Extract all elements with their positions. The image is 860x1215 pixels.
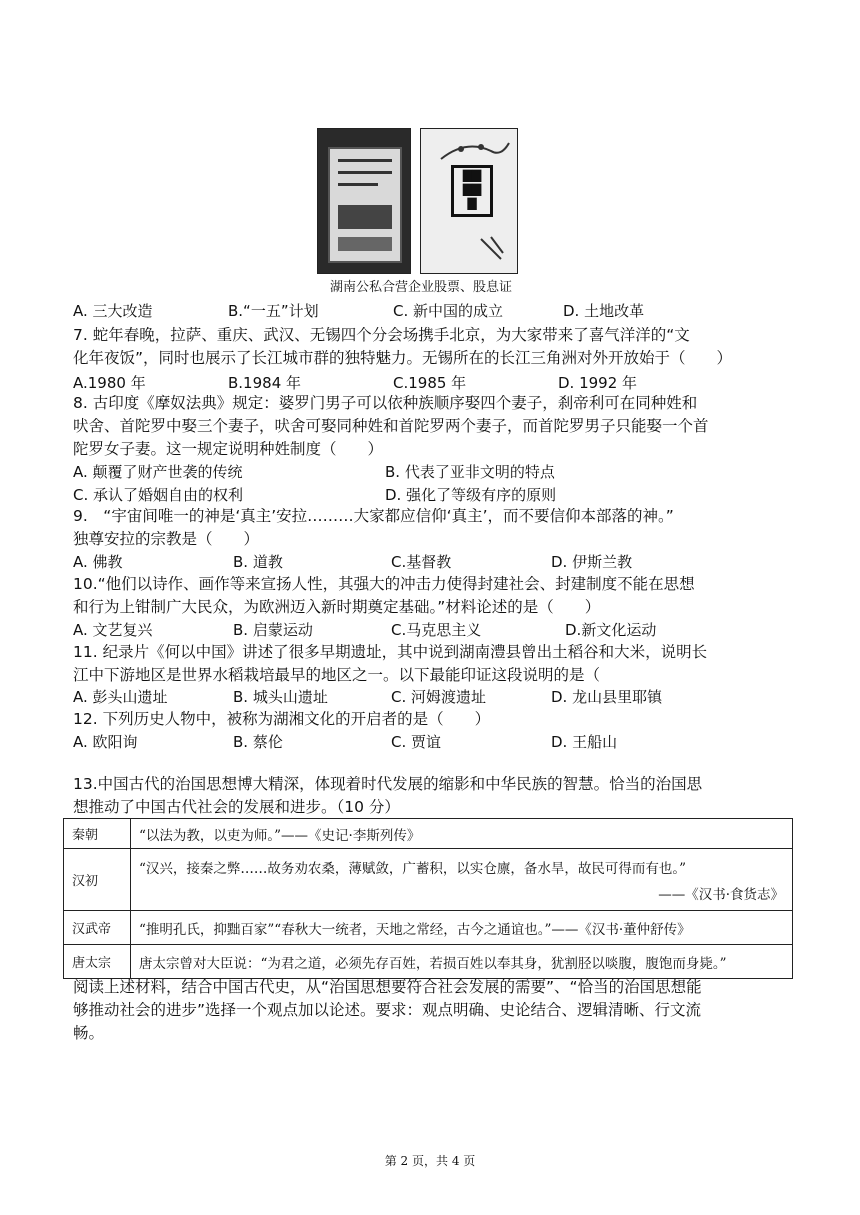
q12-option-b[interactable]: B. 蔡伦 [233, 733, 283, 751]
q10-option-a[interactable]: A. 文艺复兴 [73, 621, 153, 639]
material-cell: “以法为教，以吏为师。”——《史记·李斯列传》 [131, 819, 793, 849]
material-text: “汉兴，接秦之弊……故务劝农桑，薄赋敛，广蓄积，以实仓廪，备水旱，故民可得而有也。” [139, 860, 687, 877]
q7-option-c[interactable]: C.1985 年 [393, 374, 467, 392]
q9-line2: 独尊安拉的宗教是（ ） [73, 530, 260, 548]
q10-options [73, 619, 793, 641]
q10-option-c[interactable]: C.马克思主义 [391, 621, 482, 639]
era-cell: 唐太宗 [64, 945, 131, 979]
q8-option-c[interactable]: C. 承认了婚姻自由的权利 [73, 486, 244, 504]
era-cell: 汉武帝 [64, 911, 131, 945]
q12-line1: 12. 下列历史人物中，被称为湖湘文化的开启者的是（ ） [73, 710, 491, 728]
q10-option-b[interactable]: B. 启蒙运动 [233, 621, 313, 639]
table-row [64, 911, 793, 945]
q13-req-line3: 畅。 [73, 1024, 105, 1042]
page-footer: 第 2 页，共 4 页 [384, 1154, 476, 1168]
q11-option-d[interactable]: D. 龙山县里耶镇 [551, 688, 663, 706]
q6-option-c[interactable]: C. 新中国的成立 [393, 302, 504, 320]
q10-line1: 10.“他们以诗作、画作等来宣扬人性，其强大的冲击力使得封建社会、封建制度不能在思想 [73, 575, 695, 593]
q7-line1: 7. 蛇年春晚，拉萨、重庆、武汉、无锡四个分会场携手北京，为大家带来了喜气洋洋的“文 [73, 326, 690, 344]
q6-option-d[interactable]: D. 土地改革 [563, 302, 645, 320]
q9-option-a[interactable]: A. 佛教 [73, 553, 123, 571]
q11-line1: 11. 纪录片《何以中国》讲述了很多早期遗址，其中说到湖南澧县曾出土稻谷和大米，说明长 [73, 643, 708, 661]
q8-line3: 陀罗女子妻。这一规定说明种姓制度（ ） [73, 440, 384, 458]
q13-req-line1: 阅读上述材料，结合中国古代史，从“治国思想要符合社会发展的需要”、“恰当的治国思想能 [73, 978, 702, 996]
q13-material-table [63, 818, 793, 979]
q7-option-d[interactable]: D. 1992 年 [558, 374, 638, 392]
table-row [64, 945, 793, 979]
q7-option-b[interactable]: B.1984 年 [228, 374, 302, 392]
q11-option-c[interactable]: C. 河姆渡遗址 [391, 688, 487, 706]
q11-option-a[interactable]: A. 彭头山遗址 [73, 688, 168, 706]
q8-line2: 吠舍、首陀罗中娶三个妻子，吠舍可娶同种姓和首陀罗两个妻子，而首陀罗男子只能娶一个首 [73, 417, 709, 435]
q8-options-row1 [73, 461, 793, 483]
q11-options [73, 686, 793, 708]
q12-option-d[interactable]: D. 王船山 [551, 733, 618, 751]
q13-line1: 13.中国古代的治国思想博大精深，体现着时代发展的缩影和中华民族的智慧。恰当的治国思 [73, 775, 703, 793]
table-row [64, 849, 793, 911]
q8-option-a[interactable]: A. 颠覆了财产世袭的传统 [73, 463, 243, 481]
q13-req-line2: 够推动社会的进步”选择一个观点加以论述。要求：观点明确、史论结合、逻辑清晰、行文流 [73, 1001, 702, 1019]
q9-options [73, 551, 793, 573]
table-row [64, 819, 793, 849]
q6-options [73, 300, 793, 322]
q11-option-b[interactable]: B. 城头山遗址 [233, 688, 328, 706]
q12-option-c[interactable]: C. 贾谊 [391, 733, 442, 751]
figure-caption: 湖南公私合营企业股票、股息证 [329, 280, 512, 295]
q7-line2: 化年夜饭”，同时也展示了长江城市群的独特魅力。无锡所在的长江三角洲对外开放始于（ ） [73, 349, 733, 367]
q8-line1: 8. 古印度《摩奴法典》规定：婆罗门男子可以依种族顺序娶四个妻子，刹帝利可在同种姓和 [73, 394, 698, 412]
era-cell: 汉初 [64, 849, 131, 911]
stock-certificate-photo [317, 128, 411, 274]
q9-option-b[interactable]: B. 道教 [233, 553, 283, 571]
certificate-title-mark: ▇▇ ▇▇ ▇ [451, 165, 493, 217]
q8-option-d[interactable]: D. 强化了等级有序的原则 [385, 486, 557, 504]
q7-option-a[interactable]: A.1980 年 [73, 374, 146, 392]
q9-option-c[interactable]: C.基督教 [391, 553, 452, 571]
material-cell: 唐太宗曾对大臣说：“为君之道，必须先存百姓，若损百姓以奉其身，犹割胫以啖腹，腹饱而身毙。” [131, 945, 793, 979]
q12-options [73, 731, 793, 753]
stock-certificate-inner [328, 147, 402, 263]
q11-line2: 江中下游地区是世界水稻栽培最早的地区之一。以下最能印证这段说明的是（ [73, 666, 601, 684]
era-cell: 秦朝 [64, 819, 131, 849]
material-cell [131, 849, 793, 911]
q7-options [73, 372, 793, 394]
q10-option-d[interactable]: D.新文化运动 [565, 621, 657, 639]
q6-option-a[interactable]: A. 三大改造 [73, 302, 153, 320]
material-cell: “推明孔氏，抑黜百家”“春秋大一统者，天地之常经，古今之通谊也。”——《汉书·董仲舒传》 [131, 911, 793, 945]
q12-option-a[interactable]: A. 欧阳询 [73, 733, 138, 751]
q8-options-row2 [73, 484, 793, 506]
q9-option-d[interactable]: D. 伊斯兰教 [551, 553, 633, 571]
q6-option-b[interactable]: B.“一五”计划 [228, 302, 319, 320]
material-source: ——《汉书·食货志》 [658, 886, 784, 903]
q9-line1: 9. “宇宙间唯一的神是‘真主’安拉………大家都应信仰‘真主’，而不要信仰本部落的神。” [73, 507, 674, 525]
dividend-certificate-photo [420, 128, 518, 274]
q10-line2: 和行为上钳制广大民众，为欧洲迈入新时期奠定基础。”材料论述的是（ ） [73, 598, 601, 616]
q13-line2: 想推动了中国古代社会的发展和进步。（10 分） [73, 798, 400, 816]
q8-option-b[interactable]: B. 代表了亚非文明的特点 [385, 463, 555, 481]
